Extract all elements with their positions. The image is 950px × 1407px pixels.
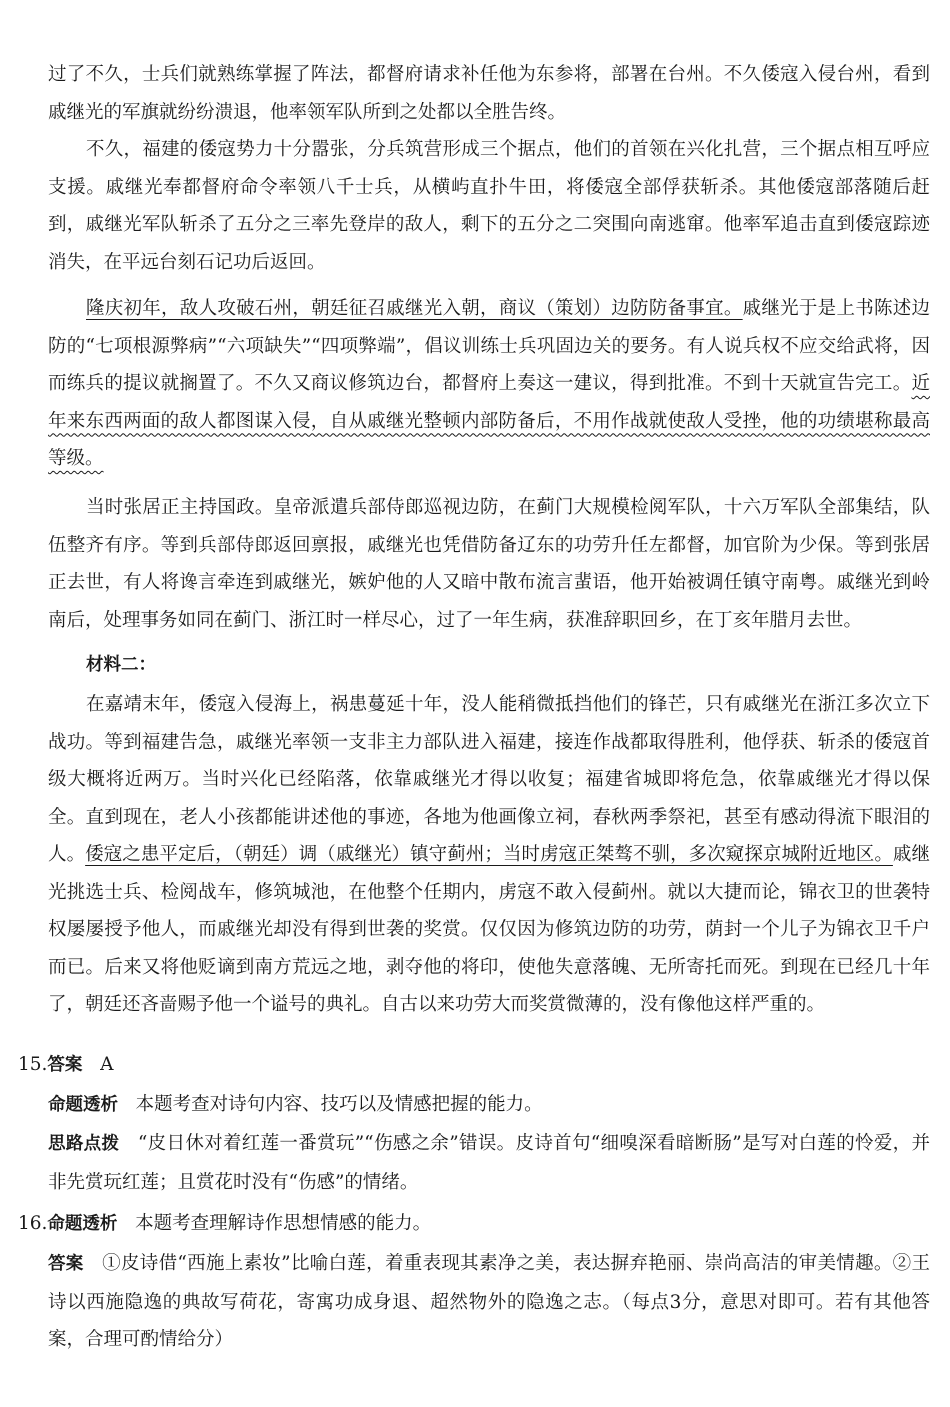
- wavy-underlined-sentence: 近年来东西两面的敌人都图谋入侵，自从戚继光整顿内部防备后，不用作战就使敌人受挫，他的功绩堪称最高等级。: [48, 373, 930, 469]
- underlined-sentence-longqing: 隆庆初年，敌人攻破石州，朝廷征召戚继光入朝，商议（策划）边防防备事宜。: [86, 298, 743, 319]
- q16-answer-label: 答案: [48, 1254, 84, 1274]
- paragraph-fujian-campaign: 不久，福建的倭寇势力十分嚣张，分兵筑营形成三个据点，他们的首领在兴化扎营，三个据点相互呼应支援。戚继光奉都督府命令率领八千士兵，从横屿直扑牛田，将倭寇全部俘获斩杀。其他倭寇部落随后赶到，戚继光军队斩杀了五分之三率先登岸的敌人，剩下的五分之二突围向南逃窜。他率军追击直到倭寇踪迹消失，在平远台刻石记功后返回。: [48, 139, 930, 273]
- q15-intent-label: 命题透析: [48, 1095, 118, 1115]
- q15-hint-text: “皮日休对着红莲一番赏玩”“伤感之余”错误。皮诗首句“细嗅深看暗断肠”是写对白莲的怜爱，并非先赏玩红莲；且赏花时没有“伤感”的情绪。: [48, 1133, 930, 1193]
- material2-heading: 材料二：: [86, 655, 156, 675]
- q15-intent-line: [48, 1086, 930, 1125]
- q16-number: 16.: [18, 1213, 48, 1234]
- material2-body-text-a: 在嘉靖末年，倭寇入侵海上，祸患蔓延十年，没人能稍微抵挡他们的锋芒，只有戚继光在浙江多次立下战功。等到福建告急，戚继光率领一支非主力部队进入福建，接连作战都取得胜利，他俘获、斩杀的倭寇首级大概将近两万。当时兴化已经陷落，依靠戚继光才得以收复；福建省城即将危急，依靠戚继光才得以保全。直到现在，老人小孩都能讲述他的事迹，各地为他画像立祠，春秋两季祭祀，甚至有感动得流下眼泪的人。: [48, 694, 930, 865]
- q15-answer-value: A: [100, 1054, 114, 1075]
- material2-body-text-b: 戚继光挑选士兵、检阅战车，修筑城池，在他整个任期内，虏寇不敢入侵蓟州。就以大捷而论，锦衣卫的世袭特权屡屡授予他人，而戚继光却没有得到世袭的奖赏。仅仅因为修筑边防的功劳，荫封一个儿子为锦衣卫千户而已。后来又将他贬谪到南方荒远之地，剥夺他的将印，使他失意落魄、无所寄托而死。到现在已经几十年了，朝廷还吝啬赐予他一个谥号的典礼。自古以来功劳大而奖赏微薄的，没有像他这样严重的。: [48, 844, 930, 1015]
- q16-intent-line: [18, 1205, 930, 1244]
- q15-answer-line: [18, 1046, 930, 1085]
- paragraph-army-drill: 过了不久，士兵们就熟练掌握了阵法，都督府请求补任他为东参将，部署在台州。不久倭寇入侵台州，看到戚继光的军旗就纷纷溃退，他率领军队所到之处都以全胜告终。: [48, 64, 930, 123]
- q15-hint-label: 思路点拨: [48, 1134, 120, 1154]
- q16-intent-text: 本题考查理解诗作思想情感的能力。: [135, 1213, 432, 1234]
- longqing-body-text: 戚继光于是上书陈述边防的“七项根源弊病”“六项缺失”“四项弊端”，倡议训练士兵巩固边关的要务。有人说兵权不应交给武将，因而练兵的提议就搁置了。不久又商议修筑边台，都督府上奏这一建议，得到批准。不到十天就宣告完工。: [48, 298, 930, 394]
- q16-intent-label: 命题透析: [47, 1214, 118, 1234]
- q15-number: 15.: [18, 1054, 48, 1075]
- q15-answer-label: 答案: [47, 1055, 83, 1075]
- page-bottom-crop: [0, 1398, 950, 1407]
- paragraph-longqing: [48, 290, 930, 478]
- q16-answer-block: [48, 1245, 930, 1359]
- q15-intent-text: 本题考查对诗句内容、技巧以及情感把握的能力。: [135, 1094, 543, 1115]
- underlined-sentence-jizhou: 倭寇之患平定后，（朝廷）调（戚继光）镇守蓟州；当时虏寇正桀骜不驯，多次窥探京城附近地区。: [85, 844, 893, 865]
- q15-hint-block: [48, 1125, 930, 1201]
- paragraph-material2: [48, 686, 930, 1024]
- paragraph-zhang-juzheng: 当时张居正主持国政。皇帝派遣兵部侍郎巡视边防，在蓟门大规模检阅军队，十六万军队全部集结，队伍整齐有序。等到兵部侍郎返回禀报，戚继光也凭借防备辽东的功劳升任左都督，加官阶为少保。等到张居正去世，有人将谗言牵连到戚继光，嫉妒他的人又暗中散布流言蜚语，他开始被调任镇守南粤。戚继光到岭南后，处理事务如同在蓟门、浙江时一样尽心，过了一年生病，获准辞职回乡，在丁亥年腊月去世。: [48, 497, 930, 631]
- q16-answer-text: ①皮诗借“西施上素妆”比喻白莲，着重表现其素净之美，表达摒弃艳丽、崇尚高洁的审美情趣。②王诗以西施隐逸的典故写荷花，寄寓功成身退、超然物外的隐逸之志。（每点3分，意思对即可。若有其他答案，合理可酌情给分）: [48, 1253, 930, 1350]
